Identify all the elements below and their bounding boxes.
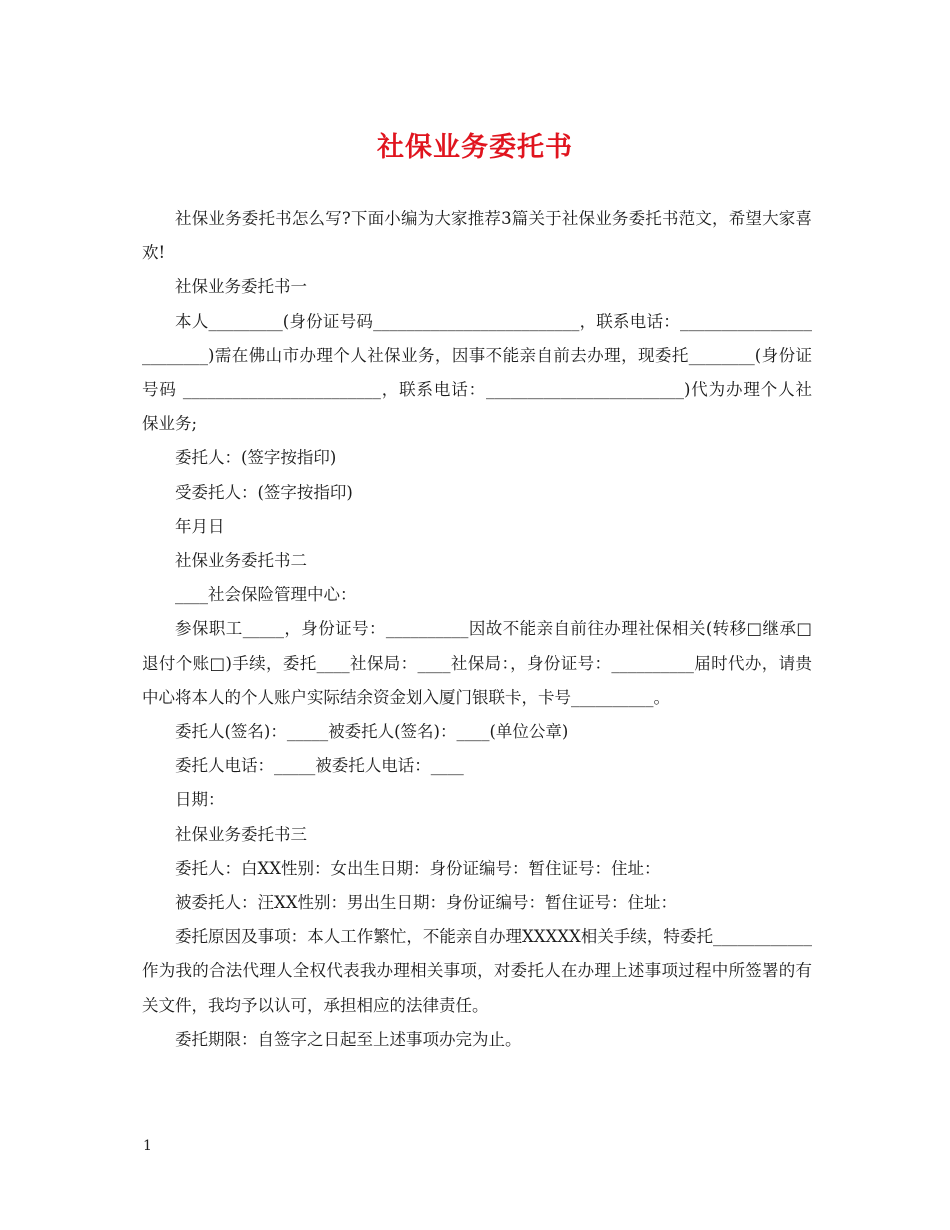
paragraph-1-date: 年月日 bbox=[175, 516, 225, 536]
paragraph-3-agent: 被委托人：汪XX性别：男出生日期：身份证编号：暂住证号：住址： bbox=[175, 893, 677, 913]
document-body bbox=[142, 202, 812, 1057]
section-heading-3: 社保业务委托书三 bbox=[175, 824, 307, 844]
section-heading-2: 社保业务委托书二 bbox=[175, 551, 307, 571]
section-heading-1: 社保业务委托书一 bbox=[175, 277, 307, 297]
paragraph-1-body: 本人_________(身份证号码_________________________，联系电话：________________________)需在佛山市办理个人社保业务，因事不能亲自前去办理，现委托________(身份证号码 ________________________，联系电话：________________________)代为办理个人社保业务; bbox=[142, 311, 812, 434]
page-number: 1 bbox=[143, 1138, 152, 1154]
paragraph-2-signatures: 委托人(签名)：_____被委托人(签名)：____(单位公章) bbox=[175, 722, 569, 742]
paragraph-2-phones: 委托人电话：_____被委托人电话：____ bbox=[175, 756, 464, 776]
paragraph-1-principal: 委托人：(签字按指印) bbox=[175, 448, 337, 468]
paragraph-3-reason: 委托原因及事项：本人工作繁忙，不能亲自办理XXXXX相关手续，特委托____________作为我的合法代理人全权代表我办理相关事项，对委托人在办理上述事项过程中所签署的有关文件，我均予以认可，承担相应的法律责任。 bbox=[142, 927, 812, 1015]
document-title: 社保业务委托书 bbox=[377, 132, 573, 163]
paragraph-2-body: 参保职工_____，身份证号：__________因故不能亲自前往办理社保相关(转移□继承□退付个账□)手续，委托____社保局：____社保局：，身份证号：__________届时代办，请贵中心将本人的个人账户实际结余资金划入厦门银联卡，卡号__________。 bbox=[142, 619, 812, 707]
intro-paragraph: 社保业务委托书怎么写?下面小编为大家推荐3篇关于社保业务委托书范文，希望大家喜欢! bbox=[142, 209, 812, 263]
paragraph-1-agent: 受委托人：(签字按指印) bbox=[175, 482, 353, 502]
paragraph-2-recipient: ____社会保险管理中心： bbox=[175, 585, 357, 605]
paragraph-3-term: 委托期限：自签字之日起至上述事项办完为止。 bbox=[175, 1029, 522, 1049]
paragraph-3-principal: 委托人：白XX性别：女出生日期：身份证编号：暂住证号：住址： bbox=[175, 858, 661, 878]
paragraph-2-date: 日期： bbox=[175, 790, 225, 810]
